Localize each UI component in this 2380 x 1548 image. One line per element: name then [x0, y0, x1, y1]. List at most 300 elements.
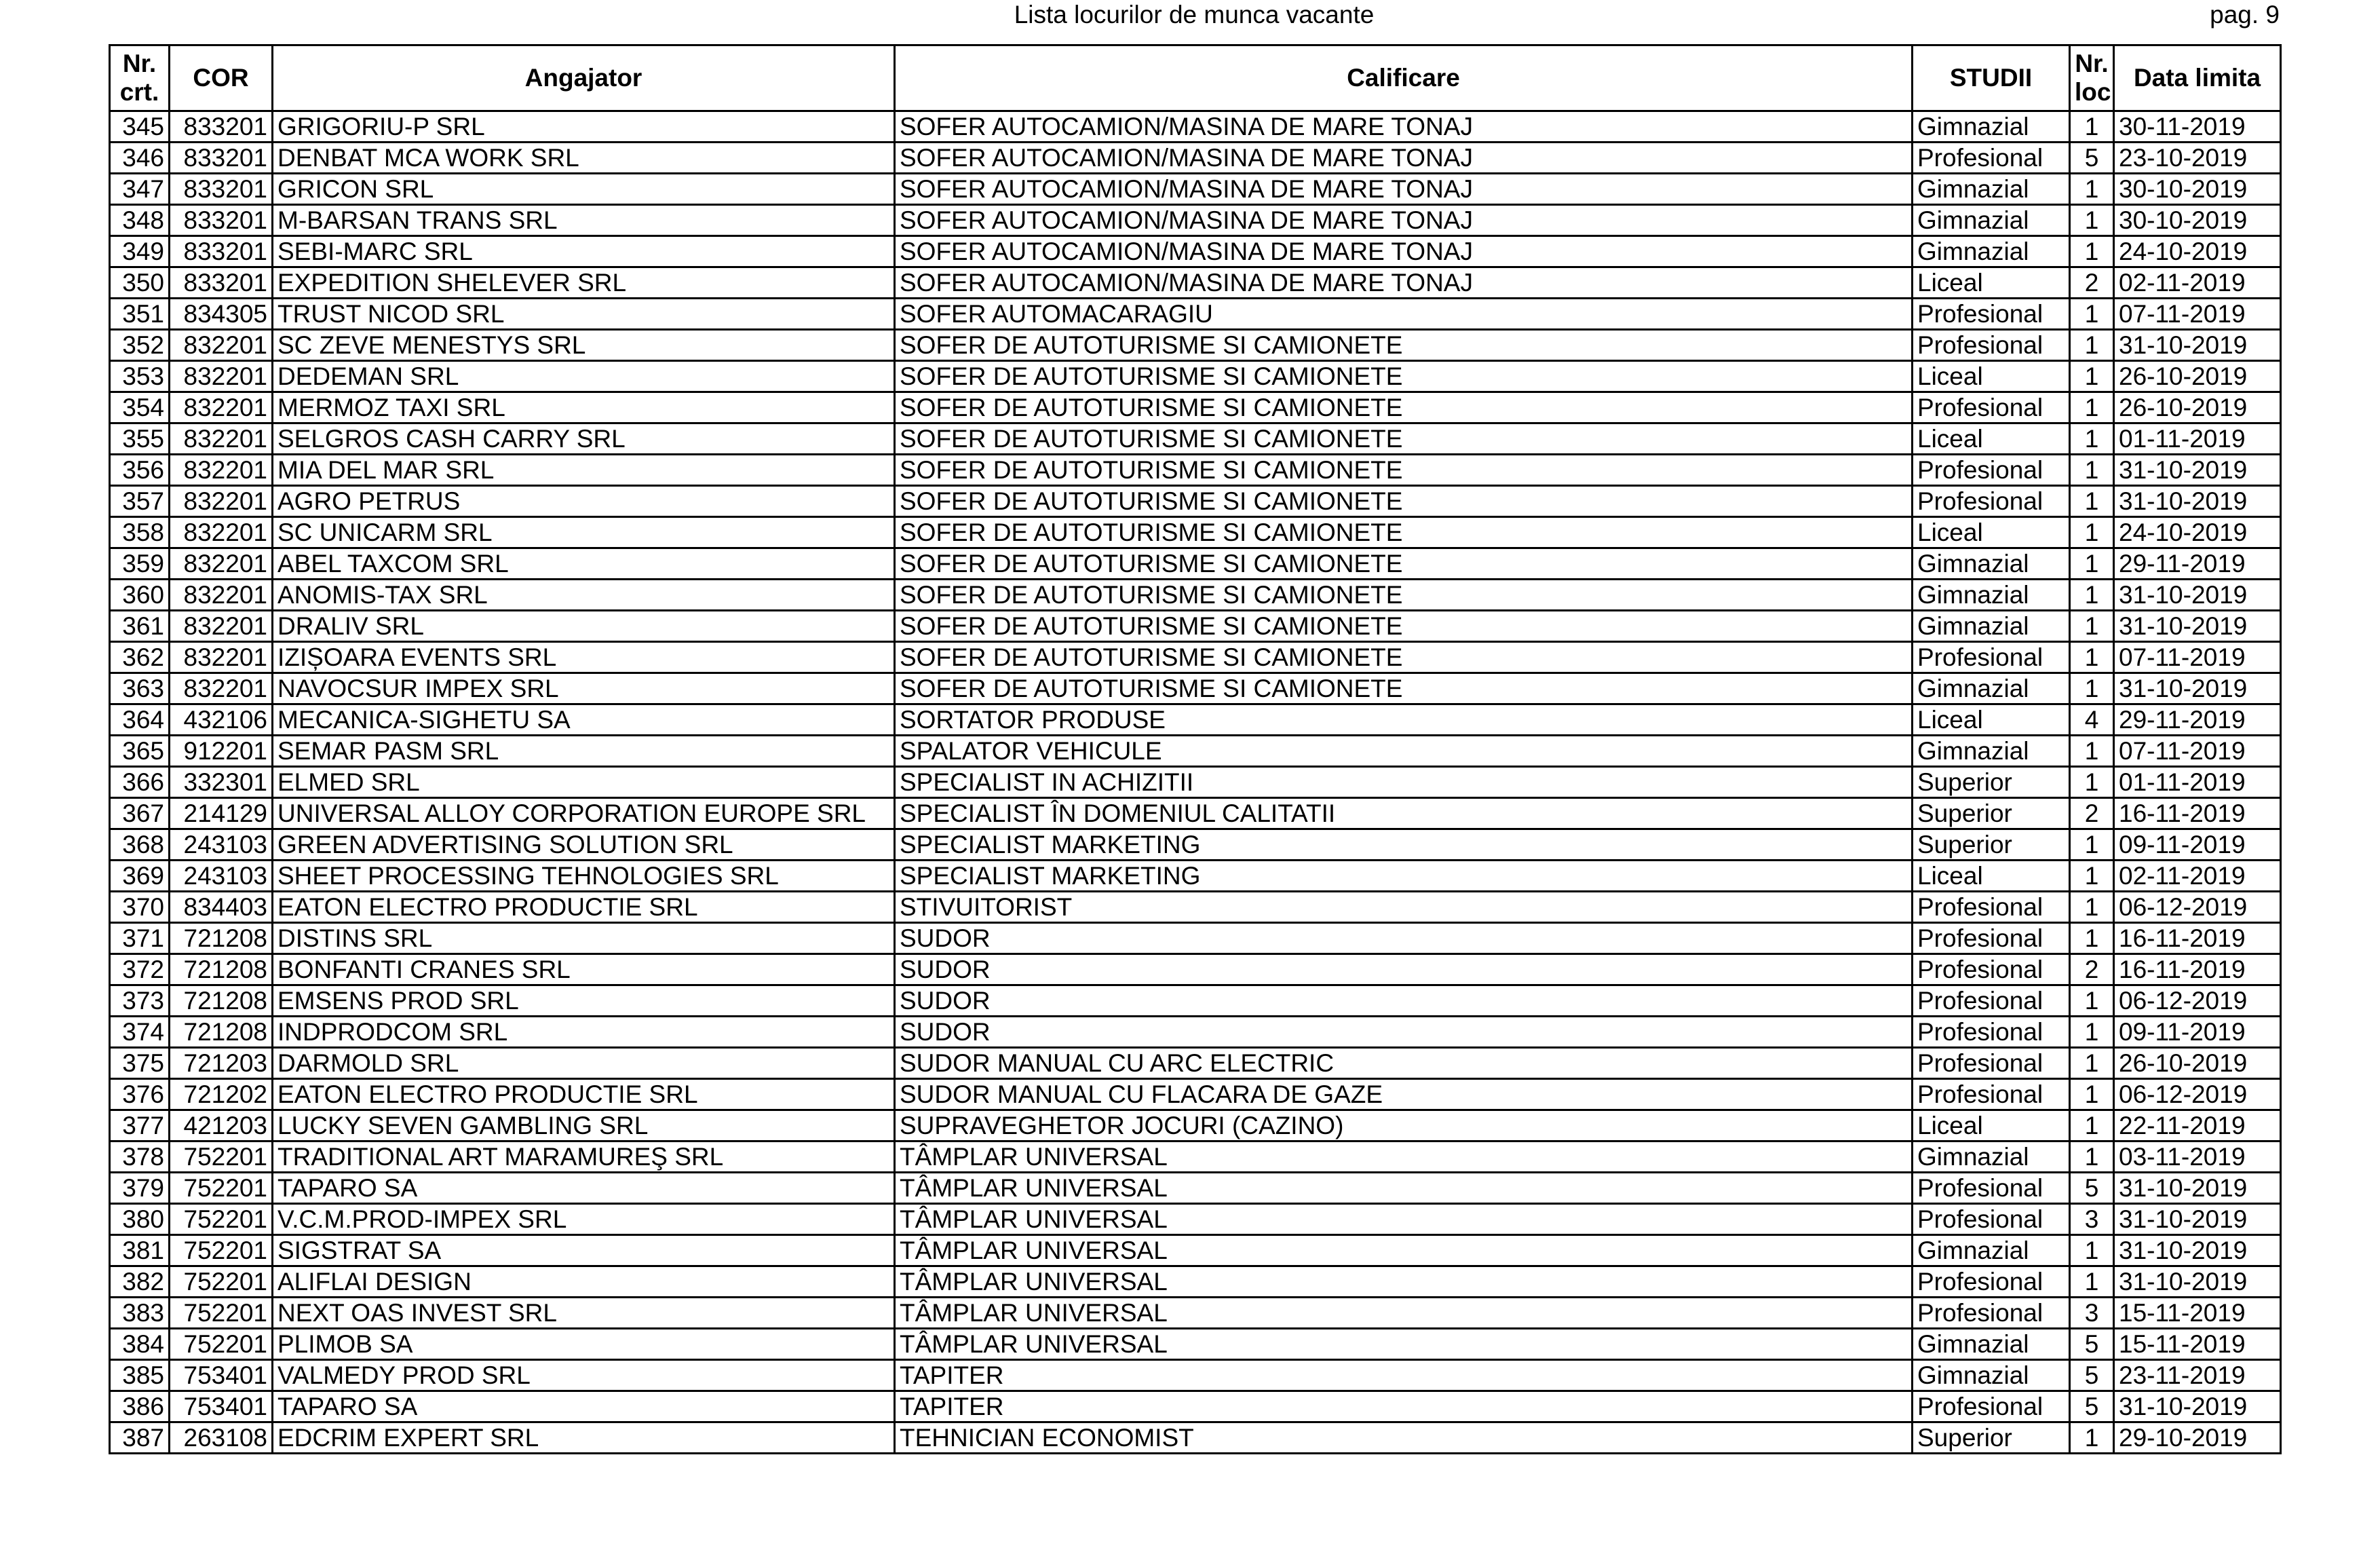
table-row: [110, 892, 2281, 923]
cell-angajator: BONFANTI CRANES SRL: [273, 954, 895, 985]
cell-data-limita: 30-10-2019: [2114, 205, 2281, 236]
cell-nr-loc: 1: [2070, 892, 2114, 923]
cell-calificare: TEHNICIAN ECONOMIST: [895, 1422, 1913, 1454]
cell-calificare: SOFER DE AUTOTURISME SI CAMIONETE: [895, 642, 1913, 673]
cell-cor: 832201: [170, 642, 273, 673]
cell-calificare: SORTATOR PRODUSE: [895, 704, 1913, 736]
cell-studii: Profesional: [1913, 1391, 2070, 1422]
cell-data-limita: 07-11-2019: [2114, 642, 2281, 673]
cell-angajator: EMSENS PROD SRL: [273, 985, 895, 1017]
cell-nr-crt: 386: [110, 1391, 170, 1422]
table-row: [110, 673, 2281, 704]
cell-angajator: DARMOLD SRL: [273, 1048, 895, 1079]
cell-angajator: GREEN ADVERTISING SOLUTION SRL: [273, 829, 895, 861]
cell-data-limita: 29-11-2019: [2114, 704, 2281, 736]
cell-nr-crt: 361: [110, 611, 170, 642]
cell-calificare: SOFER DE AUTOTURISME SI CAMIONETE: [895, 330, 1913, 361]
table-row: [110, 548, 2281, 580]
cell-nr-crt: 364: [110, 704, 170, 736]
cell-nr-loc: 1: [2070, 236, 2114, 267]
cell-angajator: TAPARO SA: [273, 1173, 895, 1204]
cell-calificare: SUDOR: [895, 985, 1913, 1017]
cell-nr-loc: 1: [2070, 829, 2114, 861]
cell-calificare: SOFER AUTOCAMION/MASINA DE MARE TONAJ: [895, 205, 1913, 236]
cell-nr-crt: 352: [110, 330, 170, 361]
table-row: [110, 455, 2281, 486]
cell-cor: 752201: [170, 1235, 273, 1266]
cell-data-limita: 31-10-2019: [2114, 1204, 2281, 1235]
cell-data-limita: 29-10-2019: [2114, 1422, 2281, 1454]
cell-data-limita: 16-11-2019: [2114, 954, 2281, 985]
cell-data-limita: 06-12-2019: [2114, 1079, 2281, 1110]
cell-nr-loc: 5: [2070, 143, 2114, 174]
cell-cor: 834305: [170, 299, 273, 330]
cell-angajator: DISTINS SRL: [273, 923, 895, 954]
cell-cor: 214129: [170, 798, 273, 829]
cell-studii: Profesional: [1913, 455, 2070, 486]
cell-data-limita: 31-10-2019: [2114, 486, 2281, 517]
cell-cor: 332301: [170, 767, 273, 798]
cell-cor: 832201: [170, 423, 273, 455]
cell-nr-loc: 1: [2070, 1110, 2114, 1141]
cell-calificare: STIVUITORIST: [895, 892, 1913, 923]
cell-nr-crt: 345: [110, 111, 170, 143]
cell-nr-crt: 348: [110, 205, 170, 236]
cell-studii: Superior: [1913, 798, 2070, 829]
cell-studii: Gimnazial: [1913, 736, 2070, 767]
cell-nr-loc: 1: [2070, 392, 2114, 423]
header-studii: STUDII: [1913, 45, 2070, 111]
cell-calificare: SPECIALIST IN ACHIZITII: [895, 767, 1913, 798]
cell-studii: Gimnazial: [1913, 174, 2070, 205]
cell-angajator: DENBAT MCA WORK SRL: [273, 143, 895, 174]
cell-nr-loc: 1: [2070, 673, 2114, 704]
cell-angajator: NAVOCSUR IMPEX SRL: [273, 673, 895, 704]
cell-nr-loc: 1: [2070, 455, 2114, 486]
table-row: [110, 1141, 2281, 1173]
table-row: [110, 923, 2281, 954]
cell-data-limita: 30-10-2019: [2114, 174, 2281, 205]
cell-calificare: SOFER DE AUTOTURISME SI CAMIONETE: [895, 673, 1913, 704]
cell-studii: Liceal: [1913, 361, 2070, 392]
cell-data-limita: 26-10-2019: [2114, 1048, 2281, 1079]
cell-angajator: GRIGORIU-P SRL: [273, 111, 895, 143]
cell-data-limita: 06-12-2019: [2114, 985, 2281, 1017]
cell-nr-crt: 350: [110, 267, 170, 299]
header-data-limita: Data limita: [2114, 45, 2281, 111]
cell-nr-crt: 349: [110, 236, 170, 267]
cell-cor: 243103: [170, 861, 273, 892]
cell-studii: Superior: [1913, 829, 2070, 861]
cell-calificare: SUDOR: [895, 923, 1913, 954]
cell-nr-crt: 383: [110, 1298, 170, 1329]
table-row: [110, 704, 2281, 736]
cell-cor: 832201: [170, 611, 273, 642]
cell-nr-crt: 362: [110, 642, 170, 673]
cell-studii: Gimnazial: [1913, 205, 2070, 236]
page-title: Lista locurilor de munca vacante: [1014, 1, 1375, 29]
cell-angajator: SELGROS CASH CARRY SRL: [273, 423, 895, 455]
cell-cor: 753401: [170, 1360, 273, 1391]
table-row: [110, 611, 2281, 642]
cell-data-limita: 24-10-2019: [2114, 236, 2281, 267]
cell-nr-loc: 1: [2070, 1266, 2114, 1298]
cell-nr-crt: 359: [110, 548, 170, 580]
cell-nr-loc: 1: [2070, 1048, 2114, 1079]
cell-angajator: LUCKY SEVEN GAMBLING SRL: [273, 1110, 895, 1141]
cell-nr-loc: 1: [2070, 299, 2114, 330]
cell-cor: 832201: [170, 486, 273, 517]
cell-studii: Liceal: [1913, 1110, 2070, 1141]
cell-data-limita: 16-11-2019: [2114, 798, 2281, 829]
cell-data-limita: 03-11-2019: [2114, 1141, 2281, 1173]
cell-studii: Profesional: [1913, 642, 2070, 673]
cell-studii: Liceal: [1913, 517, 2070, 548]
cell-nr-crt: 381: [110, 1235, 170, 1266]
cell-nr-crt: 380: [110, 1204, 170, 1235]
cell-nr-crt: 385: [110, 1360, 170, 1391]
cell-nr-loc: 1: [2070, 423, 2114, 455]
cell-studii: Profesional: [1913, 1048, 2070, 1079]
cell-data-limita: 31-10-2019: [2114, 330, 2281, 361]
page-header: [109, 0, 2280, 41]
cell-calificare: SUDOR MANUAL CU FLACARA DE GAZE: [895, 1079, 1913, 1110]
cell-nr-loc: 1: [2070, 767, 2114, 798]
header-calificare: Calificare: [895, 45, 1913, 111]
cell-cor: 721203: [170, 1048, 273, 1079]
cell-angajator: SIGSTRAT SA: [273, 1235, 895, 1266]
table-row: [110, 1204, 2281, 1235]
cell-cor: 432106: [170, 704, 273, 736]
table-row: [110, 1391, 2281, 1422]
cell-calificare: SPALATOR VEHICULE: [895, 736, 1913, 767]
table-row: [110, 517, 2281, 548]
table-row: [110, 299, 2281, 330]
cell-studii: Profesional: [1913, 1266, 2070, 1298]
cell-studii: Gimnazial: [1913, 611, 2070, 642]
table-row: [110, 423, 2281, 455]
cell-data-limita: 30-11-2019: [2114, 111, 2281, 143]
cell-nr-loc: 1: [2070, 1422, 2114, 1454]
cell-data-limita: 31-10-2019: [2114, 1266, 2281, 1298]
cell-data-limita: 22-11-2019: [2114, 1110, 2281, 1141]
cell-angajator: SC ZEVE MENESTYS SRL: [273, 330, 895, 361]
cell-cor: 752201: [170, 1266, 273, 1298]
table-row: [110, 1329, 2281, 1360]
cell-nr-loc: 5: [2070, 1360, 2114, 1391]
cell-calificare: SOFER DE AUTOTURISME SI CAMIONETE: [895, 455, 1913, 486]
cell-data-limita: 02-11-2019: [2114, 267, 2281, 299]
cell-calificare: TÂMPLAR UNIVERSAL: [895, 1173, 1913, 1204]
cell-cor: 832201: [170, 330, 273, 361]
cell-cor: 833201: [170, 205, 273, 236]
cell-calificare: TÂMPLAR UNIVERSAL: [895, 1266, 1913, 1298]
cell-nr-loc: 2: [2070, 954, 2114, 985]
cell-cor: 752201: [170, 1141, 273, 1173]
cell-nr-crt: 387: [110, 1422, 170, 1454]
cell-studii: Profesional: [1913, 892, 2070, 923]
cell-nr-crt: 363: [110, 673, 170, 704]
cell-nr-crt: 374: [110, 1017, 170, 1048]
cell-cor: 832201: [170, 580, 273, 611]
cell-cor: 752201: [170, 1204, 273, 1235]
cell-angajator: GRICON SRL: [273, 174, 895, 205]
cell-calificare: SOFER DE AUTOTURISME SI CAMIONETE: [895, 548, 1913, 580]
cell-calificare: SOFER AUTOCAMION/MASINA DE MARE TONAJ: [895, 267, 1913, 299]
cell-data-limita: 31-10-2019: [2114, 580, 2281, 611]
cell-angajator: M-BARSAN TRANS SRL: [273, 205, 895, 236]
cell-studii: Superior: [1913, 767, 2070, 798]
cell-nr-loc: 1: [2070, 361, 2114, 392]
cell-data-limita: 29-11-2019: [2114, 548, 2281, 580]
cell-angajator: ELMED SRL: [273, 767, 895, 798]
table-row: [110, 1298, 2281, 1329]
cell-angajator: AGRO PETRUS: [273, 486, 895, 517]
cell-nr-crt: 366: [110, 767, 170, 798]
cell-nr-crt: 372: [110, 954, 170, 985]
cell-data-limita: 31-10-2019: [2114, 1235, 2281, 1266]
cell-nr-loc: 1: [2070, 1235, 2114, 1266]
cell-nr-crt: 382: [110, 1266, 170, 1298]
cell-calificare: TÂMPLAR UNIVERSAL: [895, 1141, 1913, 1173]
cell-cor: 833201: [170, 236, 273, 267]
cell-calificare: SOFER DE AUTOTURISME SI CAMIONETE: [895, 361, 1913, 392]
cell-data-limita: 31-10-2019: [2114, 1173, 2281, 1204]
cell-calificare: SUPRAVEGHETOR JOCURI (CAZINO): [895, 1110, 1913, 1141]
cell-calificare: SOFER AUTOCAMION/MASINA DE MARE TONAJ: [895, 236, 1913, 267]
cell-nr-loc: 1: [2070, 580, 2114, 611]
cell-nr-crt: 370: [110, 892, 170, 923]
table-row: [110, 580, 2281, 611]
cell-angajator: PLIMOB SA: [273, 1329, 895, 1360]
cell-nr-crt: 346: [110, 143, 170, 174]
cell-nr-loc: 1: [2070, 205, 2114, 236]
cell-studii: Liceal: [1913, 267, 2070, 299]
cell-calificare: SPECIALIST MARKETING: [895, 829, 1913, 861]
cell-nr-loc: 1: [2070, 330, 2114, 361]
cell-angajator: MERMOZ TAXI SRL: [273, 392, 895, 423]
cell-studii: Profesional: [1913, 1079, 2070, 1110]
cell-nr-loc: 1: [2070, 111, 2114, 143]
table-row: [110, 486, 2281, 517]
header-cor: COR: [170, 45, 273, 111]
cell-cor: 753401: [170, 1391, 273, 1422]
cell-angajator: ABEL TAXCOM SRL: [273, 548, 895, 580]
cell-calificare: SOFER DE AUTOTURISME SI CAMIONETE: [895, 580, 1913, 611]
cell-cor: 752201: [170, 1329, 273, 1360]
cell-nr-loc: 2: [2070, 267, 2114, 299]
cell-data-limita: 31-10-2019: [2114, 673, 2281, 704]
table-row: [110, 1266, 2281, 1298]
cell-nr-crt: 371: [110, 923, 170, 954]
cell-studii: Gimnazial: [1913, 1360, 2070, 1391]
cell-data-limita: 24-10-2019: [2114, 517, 2281, 548]
table-row: [110, 861, 2281, 892]
cell-studii: Gimnazial: [1913, 580, 2070, 611]
cell-angajator: UNIVERSAL ALLOY CORPORATION EUROPE SRL: [273, 798, 895, 829]
cell-studii: Profesional: [1913, 923, 2070, 954]
cell-angajator: ANOMIS-TAX SRL: [273, 580, 895, 611]
cell-cor: 834403: [170, 892, 273, 923]
table-row: [110, 1017, 2281, 1048]
cell-angajator: EDCRIM EXPERT SRL: [273, 1422, 895, 1454]
cell-data-limita: 07-11-2019: [2114, 736, 2281, 767]
cell-nr-crt: 347: [110, 174, 170, 205]
cell-cor: 832201: [170, 455, 273, 486]
header-nr-loc: Nr. loc: [2070, 45, 2114, 111]
table-row: [110, 1173, 2281, 1204]
table-row: [110, 267, 2281, 299]
cell-studii: Profesional: [1913, 1017, 2070, 1048]
cell-nr-loc: 2: [2070, 798, 2114, 829]
cell-cor: 263108: [170, 1422, 273, 1454]
cell-calificare: SOFER DE AUTOTURISME SI CAMIONETE: [895, 423, 1913, 455]
table-row: [110, 1079, 2281, 1110]
table-row: [110, 392, 2281, 423]
cell-studii: Profesional: [1913, 1173, 2070, 1204]
cell-nr-loc: 1: [2070, 985, 2114, 1017]
cell-angajator: VALMEDY PROD SRL: [273, 1360, 895, 1391]
cell-data-limita: 01-11-2019: [2114, 423, 2281, 455]
cell-angajator: EXPEDITION SHELEVER SRL: [273, 267, 895, 299]
cell-data-limita: 23-10-2019: [2114, 143, 2281, 174]
cell-calificare: SOFER AUTOCAMION/MASINA DE MARE TONAJ: [895, 143, 1913, 174]
vacancies-table: [109, 44, 2282, 1454]
cell-nr-loc: 1: [2070, 923, 2114, 954]
cell-nr-crt: 368: [110, 829, 170, 861]
cell-angajator: V.C.M.PROD-IMPEX SRL: [273, 1204, 895, 1235]
cell-data-limita: 23-11-2019: [2114, 1360, 2281, 1391]
cell-data-limita: 02-11-2019: [2114, 861, 2281, 892]
cell-nr-crt: 358: [110, 517, 170, 548]
cell-cor: 832201: [170, 548, 273, 580]
cell-studii: Gimnazial: [1913, 1235, 2070, 1266]
cell-calificare: SOFER DE AUTOTURISME SI CAMIONETE: [895, 517, 1913, 548]
table-row: [110, 174, 2281, 205]
cell-data-limita: 26-10-2019: [2114, 361, 2281, 392]
cell-cor: 833201: [170, 143, 273, 174]
cell-calificare: TÂMPLAR UNIVERSAL: [895, 1204, 1913, 1235]
cell-studii: Liceal: [1913, 423, 2070, 455]
cell-nr-loc: 3: [2070, 1204, 2114, 1235]
cell-cor: 833201: [170, 174, 273, 205]
table-row: [110, 1422, 2281, 1454]
cell-data-limita: 07-11-2019: [2114, 299, 2281, 330]
cell-angajator: SC UNICARM SRL: [273, 517, 895, 548]
cell-cor: 833201: [170, 267, 273, 299]
cell-nr-crt: 357: [110, 486, 170, 517]
cell-angajator: NEXT OAS INVEST SRL: [273, 1298, 895, 1329]
cell-data-limita: 31-10-2019: [2114, 1391, 2281, 1422]
cell-nr-loc: 1: [2070, 517, 2114, 548]
cell-calificare: TAPITER: [895, 1391, 1913, 1422]
cell-data-limita: 15-11-2019: [2114, 1329, 2281, 1360]
cell-cor: 832201: [170, 673, 273, 704]
cell-studii: Profesional: [1913, 1298, 2070, 1329]
cell-nr-loc: 1: [2070, 548, 2114, 580]
cell-studii: Profesional: [1913, 299, 2070, 330]
cell-nr-loc: 1: [2070, 174, 2114, 205]
cell-cor: 832201: [170, 517, 273, 548]
cell-nr-crt: 379: [110, 1173, 170, 1204]
cell-studii: Gimnazial: [1913, 111, 2070, 143]
cell-studii: Gimnazial: [1913, 1141, 2070, 1173]
cell-cor: 721202: [170, 1079, 273, 1110]
cell-angajator: EATON ELECTRO PRODUCTIE SRL: [273, 1079, 895, 1110]
cell-nr-crt: 375: [110, 1048, 170, 1079]
cell-studii: Profesional: [1913, 330, 2070, 361]
cell-angajator: MECANICA-SIGHETU SA: [273, 704, 895, 736]
cell-calificare: SUDOR MANUAL CU ARC ELECTRIC: [895, 1048, 1913, 1079]
cell-studii: Gimnazial: [1913, 673, 2070, 704]
cell-angajator: IZIȘOARA EVENTS SRL: [273, 642, 895, 673]
table-row: [110, 1110, 2281, 1141]
table-row: [110, 1048, 2281, 1079]
cell-angajator: INDPRODCOM SRL: [273, 1017, 895, 1048]
cell-angajator: ALIFLAI DESIGN: [273, 1266, 895, 1298]
cell-data-limita: 09-11-2019: [2114, 1017, 2281, 1048]
table-row: [110, 1235, 2281, 1266]
cell-data-limita: 31-10-2019: [2114, 455, 2281, 486]
cell-angajator: DRALIV SRL: [273, 611, 895, 642]
cell-calificare: TÂMPLAR UNIVERSAL: [895, 1235, 1913, 1266]
cell-data-limita: 01-11-2019: [2114, 767, 2281, 798]
cell-nr-loc: 1: [2070, 1017, 2114, 1048]
cell-nr-crt: 354: [110, 392, 170, 423]
cell-calificare: SOFER DE AUTOTURISME SI CAMIONETE: [895, 392, 1913, 423]
cell-angajator: TAPARO SA: [273, 1391, 895, 1422]
header-angajator: Angajator: [273, 45, 895, 111]
cell-nr-loc: 5: [2070, 1391, 2114, 1422]
cell-nr-loc: 1: [2070, 861, 2114, 892]
table-row: [110, 829, 2281, 861]
cell-angajator: DEDEMAN SRL: [273, 361, 895, 392]
cell-studii: Profesional: [1913, 1204, 2070, 1235]
cell-calificare: TÂMPLAR UNIVERSAL: [895, 1298, 1913, 1329]
table-row: [110, 236, 2281, 267]
cell-nr-crt: 356: [110, 455, 170, 486]
cell-angajator: SHEET PROCESSING TEHNOLOGIES SRL: [273, 861, 895, 892]
cell-nr-loc: 1: [2070, 1079, 2114, 1110]
cell-calificare: SPECIALIST MARKETING: [895, 861, 1913, 892]
cell-nr-crt: 384: [110, 1329, 170, 1360]
cell-studii: Profesional: [1913, 985, 2070, 1017]
cell-studii: Liceal: [1913, 704, 2070, 736]
cell-nr-loc: 5: [2070, 1329, 2114, 1360]
cell-nr-loc: 4: [2070, 704, 2114, 736]
cell-nr-loc: 1: [2070, 611, 2114, 642]
table-row: [110, 642, 2281, 673]
cell-studii: Profesional: [1913, 392, 2070, 423]
cell-nr-crt: 373: [110, 985, 170, 1017]
cell-cor: 721208: [170, 1017, 273, 1048]
cell-cor: 752201: [170, 1173, 273, 1204]
table-row: [110, 798, 2281, 829]
cell-cor: 721208: [170, 985, 273, 1017]
cell-angajator: EATON ELECTRO PRODUCTIE SRL: [273, 892, 895, 923]
cell-nr-crt: 376: [110, 1079, 170, 1110]
cell-data-limita: 26-10-2019: [2114, 392, 2281, 423]
cell-calificare: SPECIALIST ÎN DOMENIUL CALITATII: [895, 798, 1913, 829]
table-header-row: [110, 45, 2281, 111]
cell-studii: Gimnazial: [1913, 236, 2070, 267]
table-row: [110, 361, 2281, 392]
cell-nr-crt: 377: [110, 1110, 170, 1141]
cell-nr-crt: 355: [110, 423, 170, 455]
cell-cor: 721208: [170, 954, 273, 985]
cell-data-limita: 31-10-2019: [2114, 611, 2281, 642]
cell-calificare: SOFER DE AUTOTURISME SI CAMIONETE: [895, 611, 1913, 642]
